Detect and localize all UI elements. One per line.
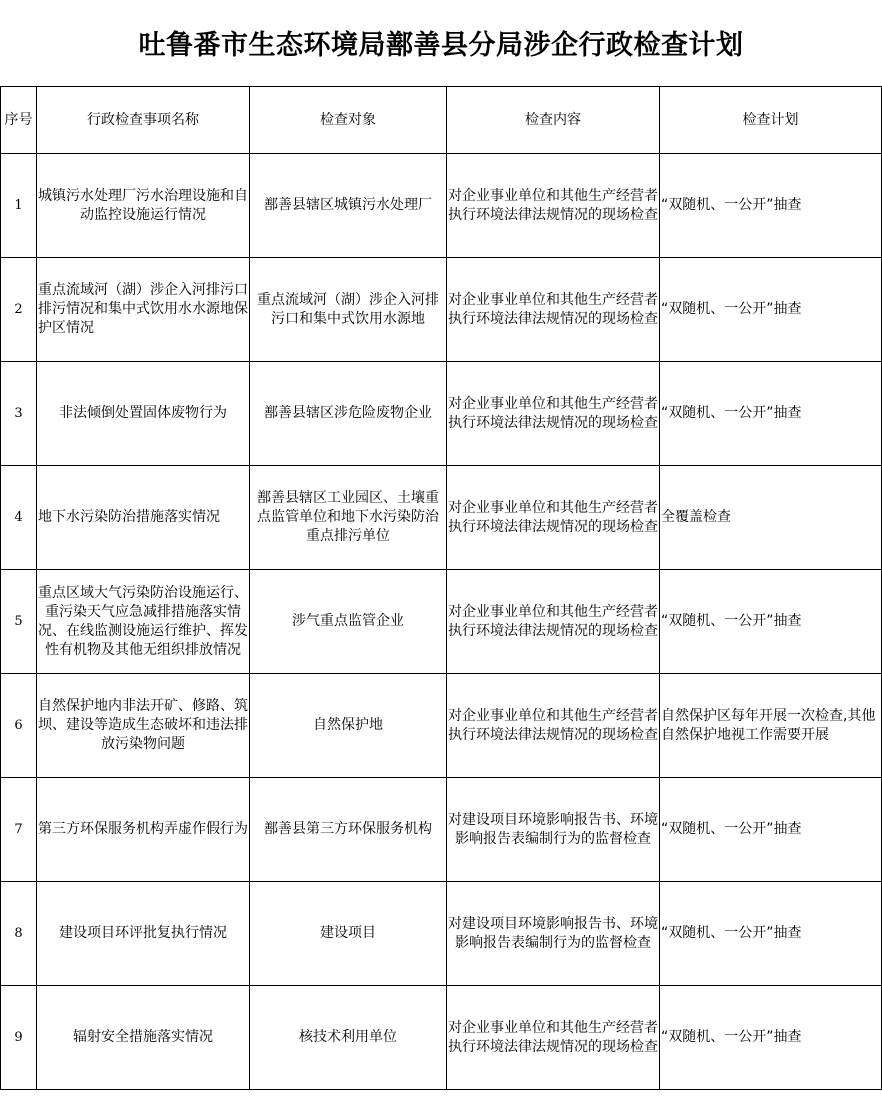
row-item-name: 城镇污水处理厂污水治理设施和自动监控设施运行情况 <box>37 154 250 258</box>
row-target: 鄯善县辖区工业园区、土壤重点监管单位和地下水污染防治重点排污单位 <box>250 466 447 570</box>
row-plan: “双随机、一公开”抽查 <box>660 882 882 986</box>
row-plan: 全覆盖检查 <box>660 466 882 570</box>
row-content: 对建设项目环境影响报告书、环境影响报告表编制行为的监督检查 <box>447 882 660 986</box>
row-plan: “双随机、一公开”抽查 <box>660 570 882 674</box>
row-content: 对企业事业单位和其他生产经营者执行环境法律法规情况的现场检查 <box>447 362 660 466</box>
row-item-name: 地下水污染防治措施落实情况 <box>37 466 250 570</box>
table-header-row <box>1 87 882 154</box>
row-item-name: 重点流域河（湖）涉企入河排污口排污情况和集中式饮用水水源地保护区情况 <box>37 258 250 362</box>
row-target: 鄯善县辖区城镇污水处理厂 <box>250 154 447 258</box>
row-plan: “双随机、一公开”抽查 <box>660 258 882 362</box>
row-index: 2 <box>1 258 37 362</box>
row-index: 9 <box>1 986 37 1090</box>
row-target: 核技术利用单位 <box>250 986 447 1090</box>
table-row <box>1 154 882 258</box>
table-row <box>1 466 882 570</box>
row-target: 建设项目 <box>250 882 447 986</box>
table-row <box>1 778 882 882</box>
inspection-plan-table <box>0 86 882 1090</box>
row-item-name: 建设项目环评批复执行情况 <box>37 882 250 986</box>
header-target: 检查对象 <box>250 87 447 154</box>
row-target: 鄯善县辖区涉危险废物企业 <box>250 362 447 466</box>
header-item-name: 行政检查事项名称 <box>37 87 250 154</box>
row-index: 7 <box>1 778 37 882</box>
row-content: 对企业事业单位和其他生产经营者执行环境法律法规情况的现场检查 <box>447 570 660 674</box>
header-index: 序号 <box>1 87 37 154</box>
row-index: 4 <box>1 466 37 570</box>
table-row <box>1 362 882 466</box>
row-index: 6 <box>1 674 37 778</box>
row-plan: “双随机、一公开”抽查 <box>660 362 882 466</box>
row-content: 对建设项目环境影响报告书、环境影响报告表编制行为的监督检查 <box>447 778 660 882</box>
row-plan: “双随机、一公开”抽查 <box>660 986 882 1090</box>
row-index: 5 <box>1 570 37 674</box>
row-target: 鄯善县第三方环保服务机构 <box>250 778 447 882</box>
table-row <box>1 258 882 362</box>
header-content: 检查内容 <box>447 87 660 154</box>
row-index: 3 <box>1 362 37 466</box>
table-row <box>1 882 882 986</box>
row-content: 对企业事业单位和其他生产经营者执行环境法律法规情况的现场检查 <box>447 154 660 258</box>
row-plan: 自然保护区每年开展一次检查,其他自然保护地视工作需要开展 <box>660 674 882 778</box>
row-content: 对企业事业单位和其他生产经营者执行环境法律法规情况的现场检查 <box>447 986 660 1090</box>
row-content: 对企业事业单位和其他生产经营者执行环境法律法规情况的现场检查 <box>447 258 660 362</box>
row-index: 8 <box>1 882 37 986</box>
row-item-name: 非法倾倒处置固体废物行为 <box>37 362 250 466</box>
row-target: 自然保护地 <box>250 674 447 778</box>
row-target: 涉气重点监管企业 <box>250 570 447 674</box>
row-content: 对企业事业单位和其他生产经营者执行环境法律法规情况的现场检查 <box>447 674 660 778</box>
row-item-name: 辐射安全措施落实情况 <box>37 986 250 1090</box>
row-content: 对企业事业单位和其他生产经营者执行环境法律法规情况的现场检查 <box>447 466 660 570</box>
row-target: 重点流域河（湖）涉企入河排污口和集中式饮用水源地 <box>250 258 447 362</box>
row-plan: “双随机、一公开”抽查 <box>660 778 882 882</box>
row-index: 1 <box>1 154 37 258</box>
header-plan: 检查计划 <box>660 87 882 154</box>
table-row <box>1 674 882 778</box>
row-item-name: 第三方环保服务机构弄虚作假行为 <box>37 778 250 882</box>
row-item-name: 重点区域大气污染防治设施运行、重污染天气应急减排措施落实情况、在线监测设施运行维护、挥发性有机物及其他无组织排放情况 <box>37 570 250 674</box>
document-title: 吐鲁番市生态环境局鄯善县分局涉企行政检查计划 <box>138 29 744 61</box>
row-item-name: 自然保护地内非法开矿、修路、筑坝、建设等造成生态破坏和违法排放污染物问题 <box>37 674 250 778</box>
table-row <box>1 986 882 1090</box>
row-plan: “双随机、一公开”抽查 <box>660 154 882 258</box>
table-row <box>1 570 882 674</box>
